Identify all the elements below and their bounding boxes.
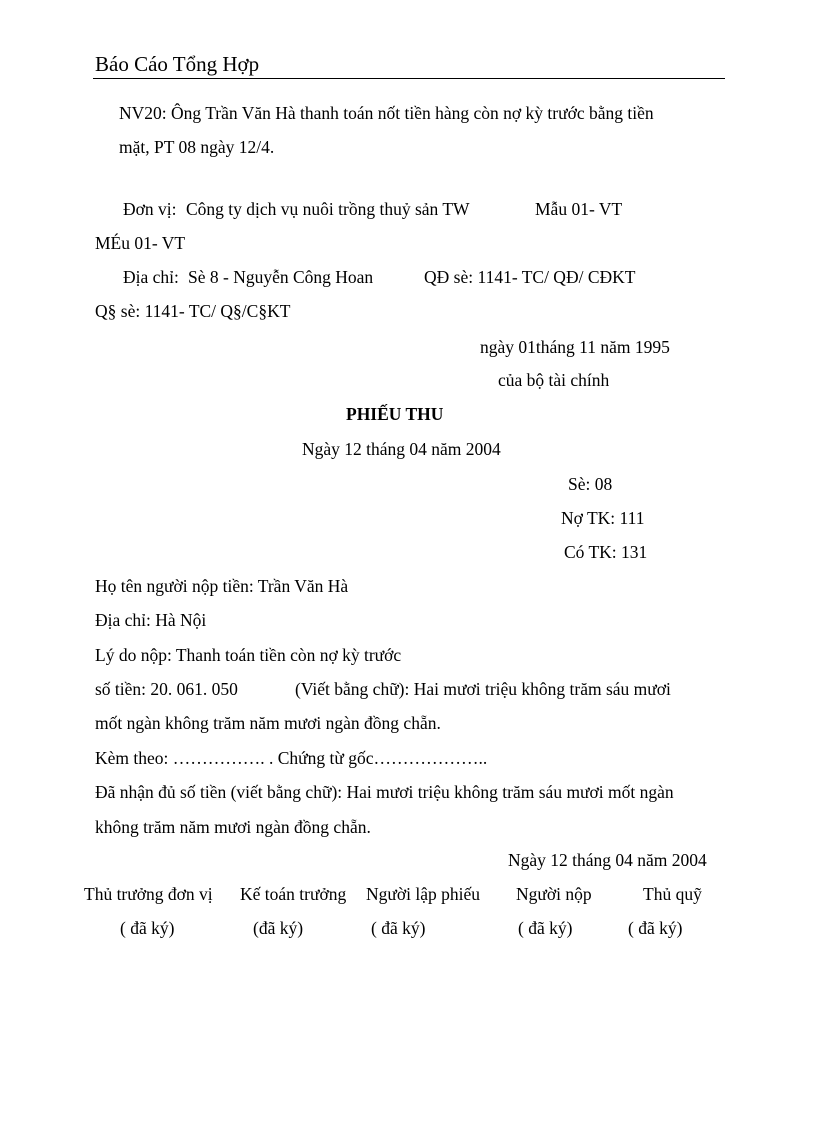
signature-status: ( đã ký) [120,918,175,938]
intro-line-2: mặt, PT 08 ngày 12/4. [119,137,275,157]
amount-number: số tiền: 20. 061. 050 [95,679,238,699]
signature-role-title: Người lập phiếu [366,884,480,904]
decision-number-garbled: Q§ sè: 1141- TC/ Q§/C§KT [95,301,291,321]
signature-date: Ngày 12 tháng 04 năm 2004 [508,850,707,870]
unit-label: Đơn vị: [123,199,177,219]
receipt-title: PHIẾU THU [346,404,444,424]
credit-account: Có TK: 131 [564,542,648,562]
debit-account: Nợ TK: 111 [561,508,645,528]
payer-address: Địa chỉ: Hà Nội [95,610,207,630]
decision-issuer: của bộ tài chính [498,370,610,390]
header-divider [93,78,725,79]
form-number: Mẫu 01- VT [535,199,623,219]
address-label: Địa chỉ: [123,267,179,287]
decision-number: QĐ sè: 1141- TC/ QĐ/ CĐKT [424,267,636,287]
amount-words-line-1: (Viết bằng chữ): Hai mươi triệu không trăm sáu mươi [295,679,671,699]
signature-role-title: Thủ trưởng đơn vị [84,884,213,904]
receipt-date: Ngày 12 tháng 04 năm 2004 [302,439,501,459]
form-number-garbled: MÉu 01- VT [95,233,186,253]
signature-status: ( đã ký) [518,918,573,938]
address-value: Sè 8 - Nguyễn Công Hoan [188,267,374,287]
payer-name: Họ tên người nộp tiền: Trần Văn Hà [95,576,349,596]
unit-value: Công ty dịch vụ nuôi trồng thuỷ sản TW [186,199,470,219]
signature-role-title: Kế toán trưởng [240,884,347,904]
received-line-1: Đã nhận đủ số tiền (viết bằng chữ): Hai mươi triệu không trăm sáu mươi mốt ngàn [95,782,674,802]
document-header-title: Báo Cáo Tổng Hợp [95,52,260,76]
intro-line-1: NV20: Ông Trần Văn Hà thanh toán nốt tiền hàng còn nợ kỳ trước bằng tiền [119,103,654,123]
receipt-number: Sè: 08 [568,474,613,494]
decision-date: ngày 01tháng 11 năm 1995 [480,337,670,357]
signature-role-title: Thủ quỹ [643,884,702,904]
signature-status: (đã ký) [253,918,304,938]
signature-role-title: Người nộp [516,884,592,904]
amount-words-line-2: mốt ngàn không trăm năm mươi ngàn đồng chẵn. [95,713,441,733]
payment-reason: Lý do nộp: Thanh toán tiền còn nợ kỳ trước [95,645,402,665]
signature-status: ( đã ký) [628,918,683,938]
received-line-2: không trăm năm mươi ngàn đồng chẵn. [95,817,371,837]
attachments: Kèm theo: ……………. . Chứng từ gốc……………….. [95,748,488,768]
signature-status: ( đã ký) [371,918,426,938]
